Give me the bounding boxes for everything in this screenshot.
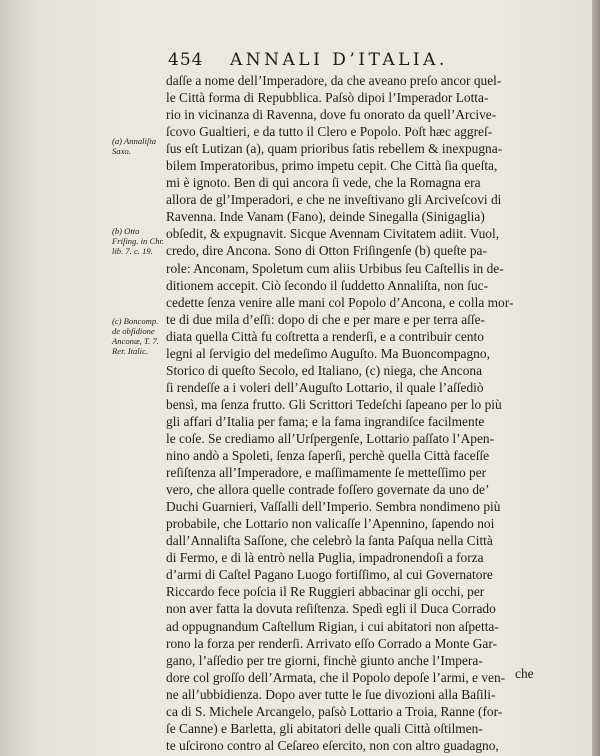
text-line: d’armi di Caſtel Pagano Luogo fortiſſimo, al cui Governatore <box>166 567 493 583</box>
text-line: gli affari d’Italia per fama; e la fama ingrandiſce facilmente <box>166 413 485 429</box>
text-line: role: Anconam, Spoletum cum aliis Urbibus ſeu Caſtellis in de- <box>166 260 504 276</box>
text-line: ad oppugnandum Caſtellum Rigian, i cui abitatori non aſpetta- <box>166 618 499 634</box>
text-line: te uſcirono contro al Ceſareo eſercito, non con altro guadagno, <box>166 737 499 753</box>
text-line: non aver fatta la dovuta reſiſtenza. Spedì egli il Duca Corrado <box>166 601 496 617</box>
text-line: dore col groſſo dell’Armata, che il Popolo depoſe l’armi, e ven- <box>166 669 506 685</box>
text-line: dall’Annaliſta Saſſone, che celebrò la ſanta Paſqua nella Città <box>166 533 493 549</box>
text-line: te di due mila d’eſſi: dopo di che e per mare e per terra aſſe- <box>166 311 485 327</box>
text-line: rio in vicinanza di Ravenna, dove fu onorato da quell’Arcive- <box>166 107 497 123</box>
text-line: credo, dire Ancona. Sono di Otton Friſingenſe (b) queſte pa- <box>166 243 487 259</box>
text-line: Storico di queſto Secolo, ed Italiano, (c) niega, che Ancona <box>166 362 483 378</box>
text-line: daſſe a nome dell’Imperadore, da che aveano preſo ancor quel- <box>166 73 502 88</box>
running-title: ANNALI D’ITALIA. <box>230 50 448 70</box>
text-line: ca di S. Michele Arcangelo, paſsò Lottario a Troia, Ranne (for- <box>166 703 503 719</box>
running-header <box>168 50 558 72</box>
text-line: ſe Canne) e Barletta, gli abitatori delle quali Città oſtilmen- <box>166 720 483 736</box>
page-gutter-edge <box>592 0 600 756</box>
text-line: le Città forma di Repubblica. Paſsò dipoi l’Imperador Lotta- <box>166 90 489 106</box>
text-line: bilem Imperatoribus, primo impetu cepit. Che Città ſia queſta, <box>166 158 498 174</box>
text-line: probabile, che Lottario non valicaſſe l’Apennino, ſapendo noi <box>166 516 495 532</box>
text-line: Ravenna. Inde Vanam (Fano), deinde Sinegalla (Sinigaglia) <box>166 209 485 225</box>
text-line: legni al ſervigio del medeſimo Auguſto. Ma Buoncompagno, <box>166 345 490 361</box>
page-number: 454 <box>168 50 204 70</box>
text-line: ditionem accepit. Ciò ſecondo il ſuddetto Annaliſta, non ſuc- <box>166 277 489 293</box>
text-line: mi è ignoto. Ben di qui ancora ſi vede, che la Romagna era <box>166 175 481 191</box>
text-line: vero, che allora quelle contrade foſſero governate da uno de’ <box>166 482 490 498</box>
margin-note-a: (a) Annaliſta Saxo. <box>112 136 157 156</box>
text-line: cedette ſenza venire alle mani col Popolo d’Ancona, e colla mor- <box>166 294 514 310</box>
text-line: le coſe. Se crediamo all’Urſpergenſe, Lottario paſſato l’Apen- <box>166 430 495 446</box>
text-line: gano, l’aſſedio per tre giorni, finchè giunto anche l’Impera- <box>166 652 483 668</box>
margin-note-b: (b) Otto Friſing. in Chr. lib. 7. c. 19. <box>112 226 165 256</box>
text-line: allora de gl’Imperadori, e che ne inveſtivano gli Arciveſcovi di <box>166 192 502 208</box>
text-line: reſiſtenza all’Imperadore, e maſſimamente ſe metteſſimo per <box>166 465 487 481</box>
text-line: Riccardo fece poſcia il Re Ruggieri abbacinar gli occhi, per <box>166 584 485 600</box>
text-line: ſcovo Gualtieri, e da tutto il Clero e Popolo. Poſt hæc aggreſ- <box>166 124 493 140</box>
text-line: ne all’ubbidienza. Dopo aver tutte le ſue divozioni alla Baſili- <box>166 686 496 702</box>
text-line: bensì, ma ſenza frutto. Gli Scrittori Tedeſchi ſapeano per lo più <box>166 396 502 412</box>
text-line: rono la forza per renderſi. Arrivato eſſo Corrado a Monte Gar- <box>166 635 498 651</box>
text-line: Duchi Guarnieri, Vaſſalli dell’Imperio. Sembra nondimeno più <box>166 499 501 515</box>
body-text <box>166 72 536 754</box>
text-line: di Fermo, e di là entrò nella Puglia, impadronendoſi a forza <box>166 550 484 566</box>
margin-note-c: (c) Boncomp. de obſidione Anconæ, T. 7. Rer. Italic. <box>112 316 159 356</box>
catchword: che <box>515 666 534 681</box>
text-line: obſedit, & expugnavit. Sicque Avennam Civitatem adiit. Vuol, <box>166 226 500 242</box>
text-line: nino andò a Spoleti, ſenza ſaperſi, perchè quella Città faceſſe <box>166 448 490 464</box>
text-line: ſi rendeſſe a i voleri dell’Auguſto Lottario, il quale l’aſſediò <box>166 379 484 395</box>
text-line: diata quella Città fu coſtretta a renderſi, e a contribuir cento <box>166 328 484 344</box>
text-line: ſus eſt Lutizan (a), quam prioribus ſatis rebellem & inexpugna- <box>166 141 503 157</box>
